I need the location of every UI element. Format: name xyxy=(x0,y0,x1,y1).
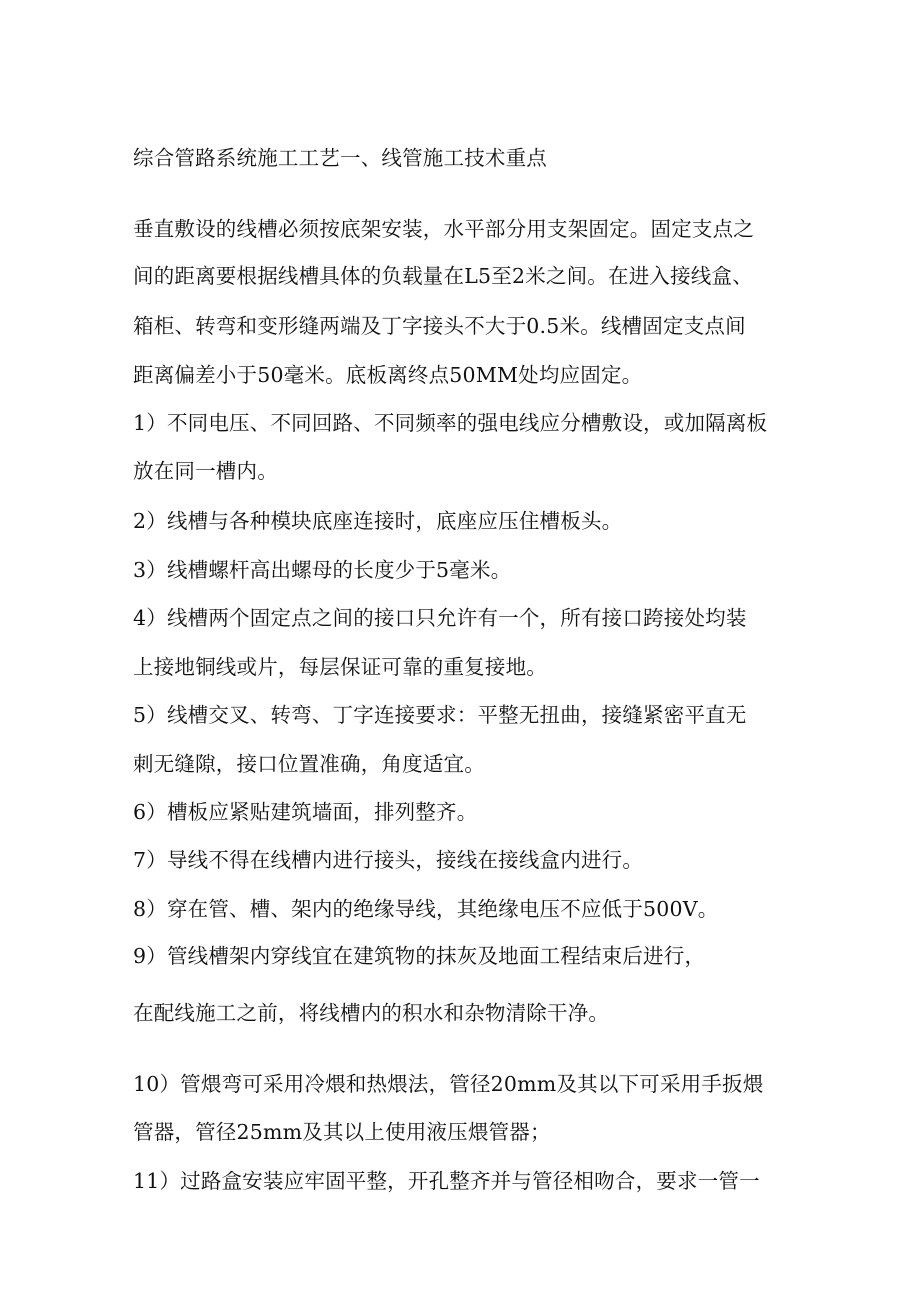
list-item-1-line-1: 1）不同电压、不同回路、不同频率的强电线应分槽敷设，或加隔离板 xyxy=(133,411,768,435)
list-item-7: 7）导线不得在线槽内进行接头，接线在接线盒内进行。 xyxy=(133,848,644,872)
list-item-11-line-1: 11）过路盒安装应牢固平整，开孔整齐并与管径相吻合，要求一管一 xyxy=(133,1169,760,1193)
paragraph-line-3: 箱柜、转弯和变形缝两端及丁字接头不大于0.5米。线槽固定支点间 xyxy=(133,314,746,338)
list-item-8: 8）穿在管、槽、架内的绝缘导线，其绝缘电压不应低于500V。 xyxy=(133,897,719,921)
list-item-9-line-1: 9）管线槽架内穿线宜在建筑物的抹灰及地面工程结束后进行， xyxy=(133,944,706,968)
list-item-2: 2）线槽与各种模块底座连接时，底座应压住槽板头。 xyxy=(133,509,623,533)
list-item-1-line-2: 放在同一槽内。 xyxy=(133,459,278,483)
list-item-10-line-2: 管器，管径25mm及其以上使用液压煨管器； xyxy=(133,1120,551,1144)
list-item-6: 6）槽板应紧贴建筑墙面，排列整齐。 xyxy=(133,800,478,824)
list-item-5-line-2: 刺无缝隙，接口位置准确，角度适宜。 xyxy=(133,752,485,776)
list-item-4-line-1: 4）线槽两个固定点之间的接口只允许有一个，所有接口跨接处均装 xyxy=(133,606,747,630)
paragraph-line-1: 垂直敷设的线槽必须按底架安装，水平部分用支架固定。固定支点之 xyxy=(133,217,754,241)
paragraph-line-4: 距离偏差小于50毫米。底板离终点50MM处均应固定。 xyxy=(133,363,643,387)
list-item-4-line-2: 上接地铜线或片，每层保证可靠的重复接地。 xyxy=(133,655,547,679)
paragraph-line-2: 间的距离要根据线槽具体的负载量在L5至2米之间。在进入接线盒、 xyxy=(133,264,753,288)
document-title: 综合管路系统施工工艺一、线管施工技术重点 xyxy=(133,146,547,170)
list-item-3: 3）线槽螺杆高出螺母的长度少于5毫米。 xyxy=(133,558,512,582)
list-item-9-line-2: 在配线施工之前，将线槽内的积水和杂物清除干净。 xyxy=(133,1001,610,1025)
list-item-5-line-1: 5）线槽交叉、转弯、丁字连接要求：平整无扭曲，接缝紧密平直无 xyxy=(133,703,747,727)
list-item-10-line-1: 10）管煨弯可采用冷煨和热煨法，管径20mm及其以下可采用手扳煨 xyxy=(133,1072,764,1096)
